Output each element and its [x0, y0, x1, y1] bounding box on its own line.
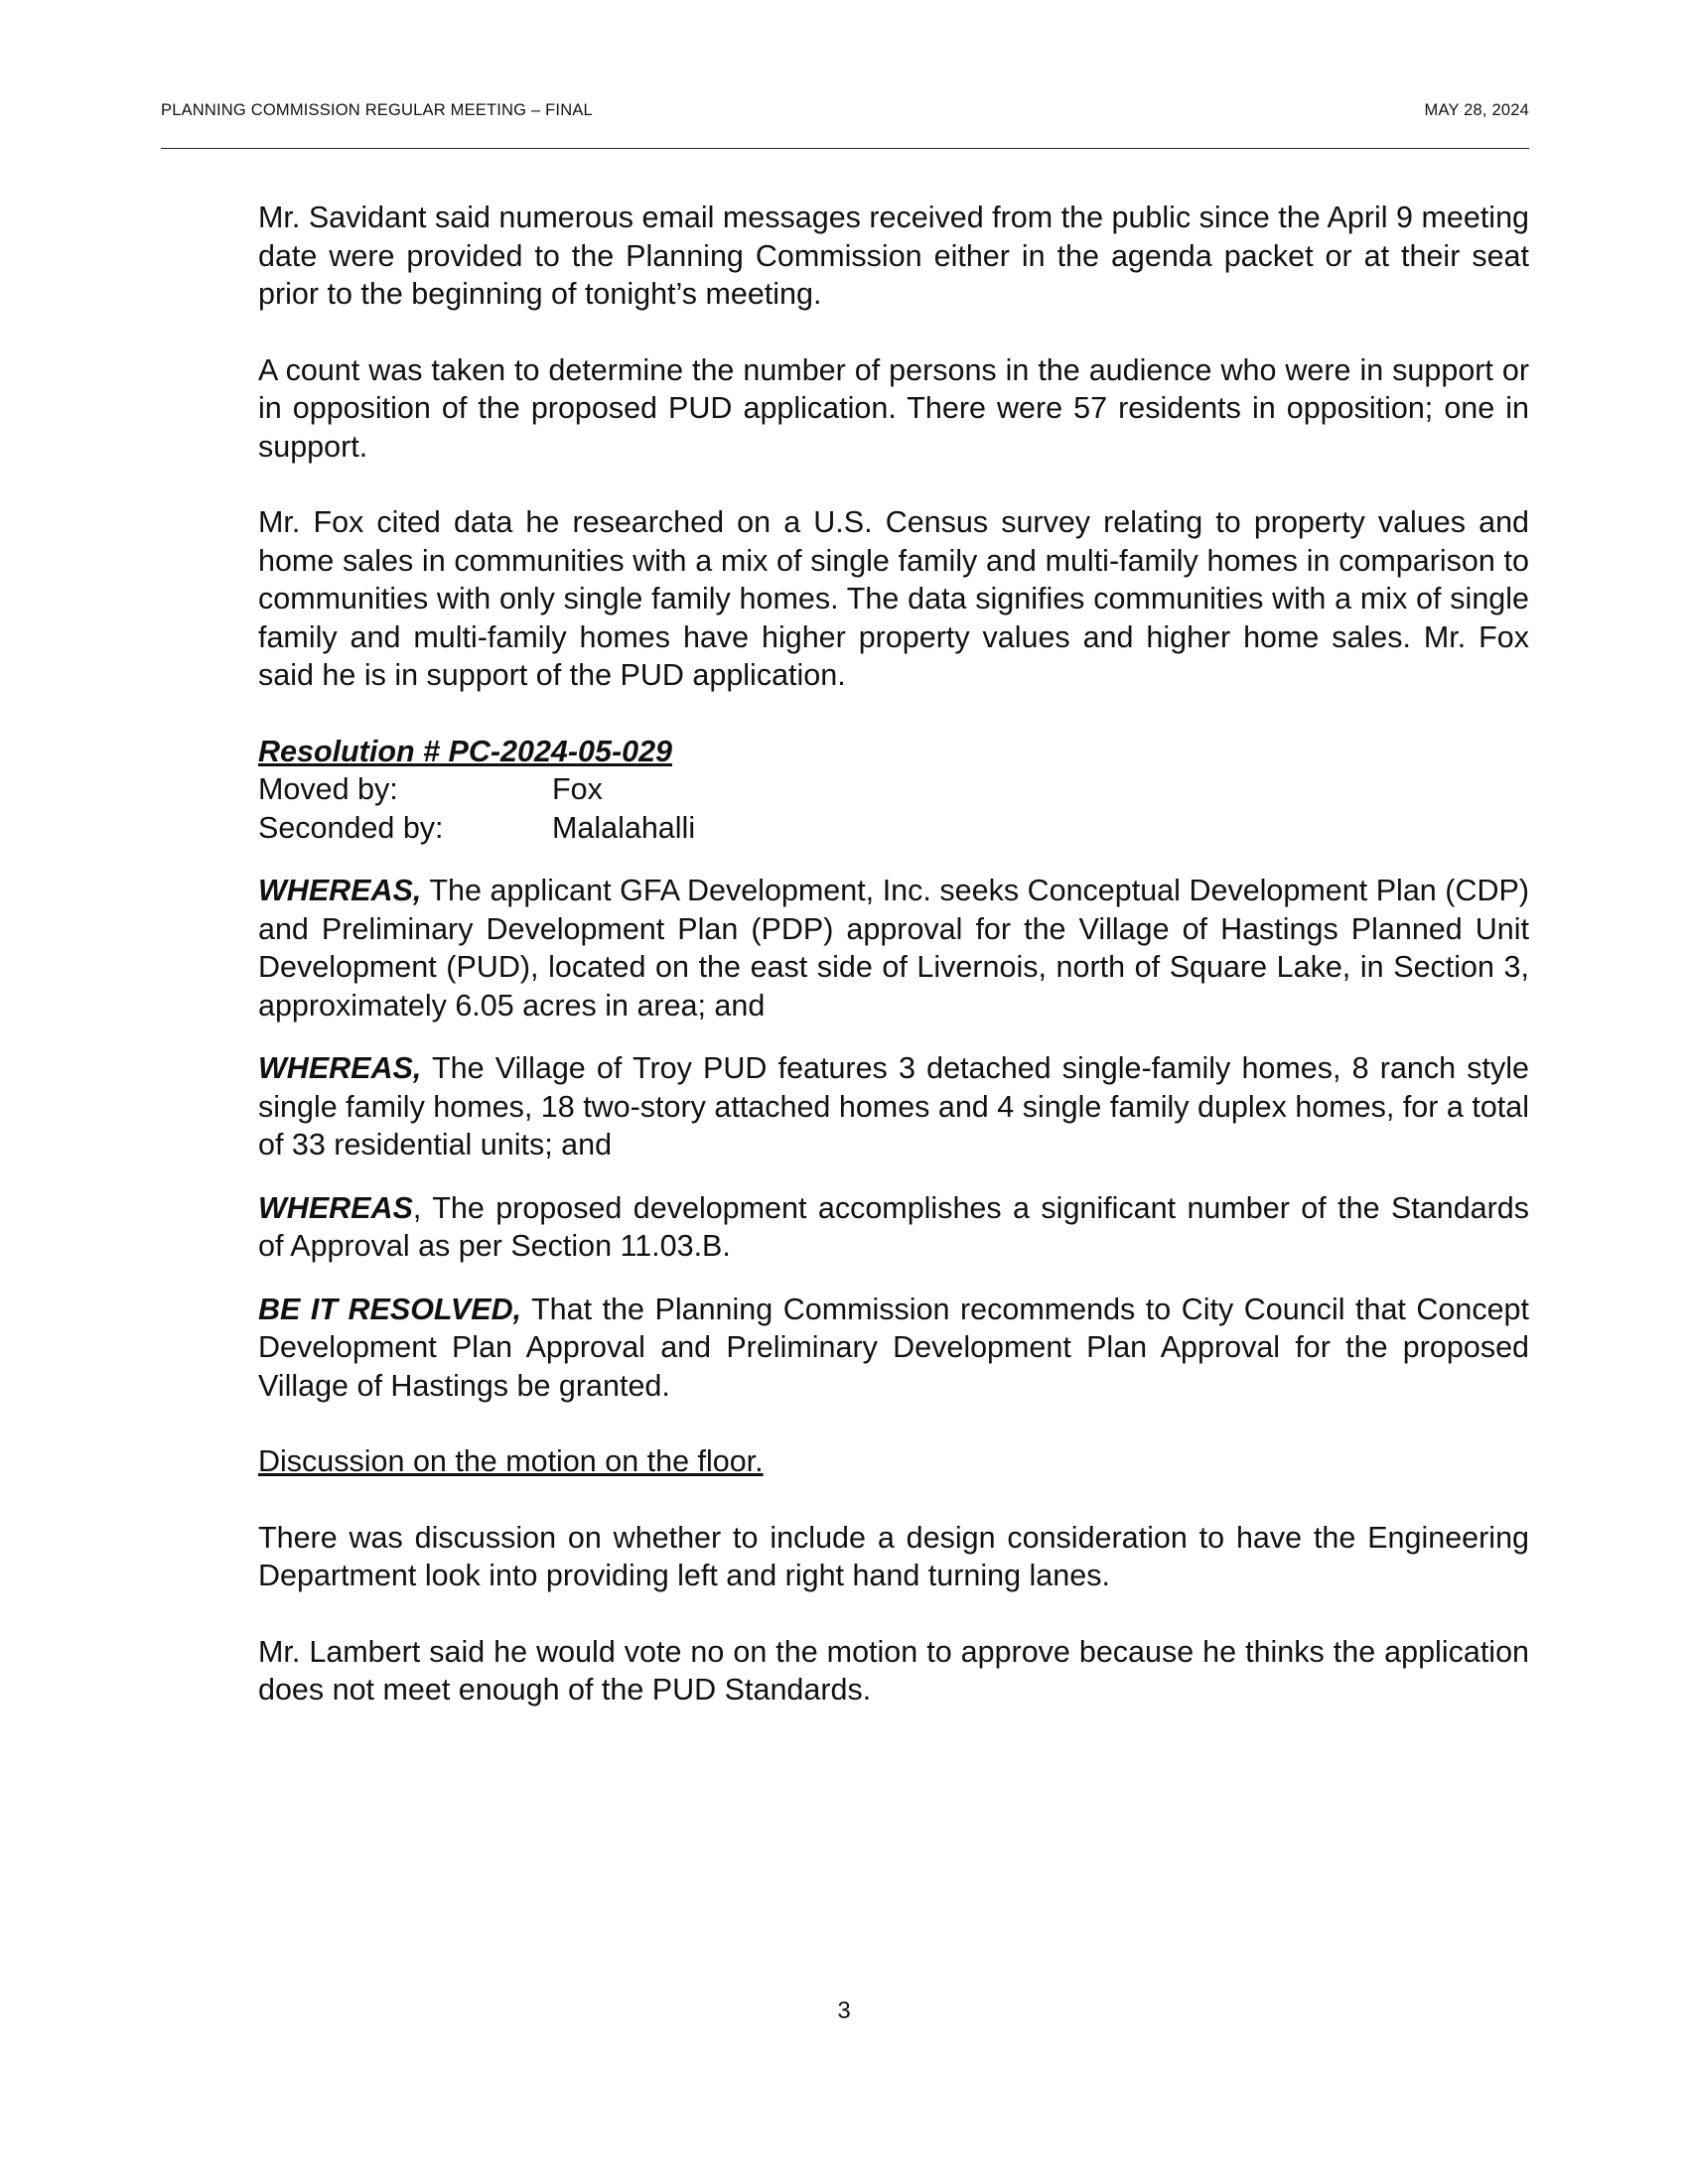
resolved-keyword: BE IT RESOLVED, [258, 1292, 522, 1326]
resolution-title: Resolution # PC-2024-05-029 [258, 734, 672, 768]
discussion-heading: Discussion on the motion on the floor. [258, 1444, 764, 1478]
seconded-by-row [258, 809, 1529, 848]
resolved-clause [258, 1291, 1529, 1406]
paragraph-census-data: Mr. Fox cited data he researched on a U.S. Census survey relating to property values and home sales in communities with a mix of single family and multi-family homes in comparison to communities with only single family homes. The data signifies communities with a mix of single family and multi-family homes have higher property values and higher home sales. Mr. Fox said he is in support of the PUD application. [258, 505, 1529, 692]
moved-by-label: Moved by: [258, 772, 398, 806]
whereas-clause-2 [258, 1049, 1529, 1164]
resolved-text: That the Planning Commission recommends to City Council that Concept Development Plan Approval and Preliminary Development Plan Approval for the proposed Village of Hastings be granted. [258, 1292, 1529, 1403]
whereas-keyword: WHEREAS [258, 1190, 413, 1225]
seconded-by-label: Seconded by: [258, 810, 444, 845]
paragraph-email-messages: Mr. Savidant said numerous email messages received from the public since the April 9 meeting date were provided to the Planning Commission either in the agenda packet or at their seat prior to the beginning of tonight’s meeting. [258, 201, 1529, 311]
seconded-by-value: Malalahalli [552, 810, 696, 845]
whereas-text: The applicant GFA Development, Inc. seeks Conceptual Development Plan (CDP) and Preliminary Development Plan (PDP) approval for the Village of Hastings Planned Unit Development (PUD), located on the east side of Livernois, north of Square Lake, in Section 3, approximately 6.05 acres in area; and [258, 874, 1529, 1023]
header-title: PLANNING COMMISSION REGULAR MEETING – FINAL [161, 101, 593, 119]
paragraph-audience-count: A count was taken to determine the number of persons in the audience who were in support or in opposition of the proposed PUD application. There were 57 residents in opposition; one in support. [258, 352, 1529, 464]
page-header [161, 101, 1529, 127]
whereas-clause-1 [258, 872, 1529, 1024]
page-number: 3 [837, 1997, 851, 2024]
paragraph-lambert-vote: Mr. Lambert said he would vote no on the motion to approve because he thinks the application does not meet enough of the PUD Standards. [258, 1634, 1529, 1706]
whereas-text: , The proposed development accomplishes a significant number of the Standards of Approval as per Section 11.03.B. [258, 1190, 1529, 1263]
whereas-text: The Village of Troy PUD features 3 detached single-family homes, 8 ranch style single family homes, 18 two-story attached homes and 4 single family duplex homes, for a total of 33 residential units; and [258, 1051, 1529, 1161]
moved-by-row [258, 770, 1529, 809]
moved-by-value: Fox [552, 772, 603, 806]
header-divider [161, 148, 1529, 149]
minutes-body [258, 199, 1529, 1709]
header-date: MAY 28, 2024 [1424, 101, 1529, 119]
whereas-clause-3 [258, 1189, 1529, 1266]
whereas-keyword: WHEREAS, [258, 1051, 422, 1085]
whereas-keyword: WHEREAS, [258, 874, 422, 907]
paragraph-turning-lanes: There was discussion on whether to include a design consideration to have the Engineering Department look into providing left and right hand turning lanes. [258, 1520, 1529, 1592]
